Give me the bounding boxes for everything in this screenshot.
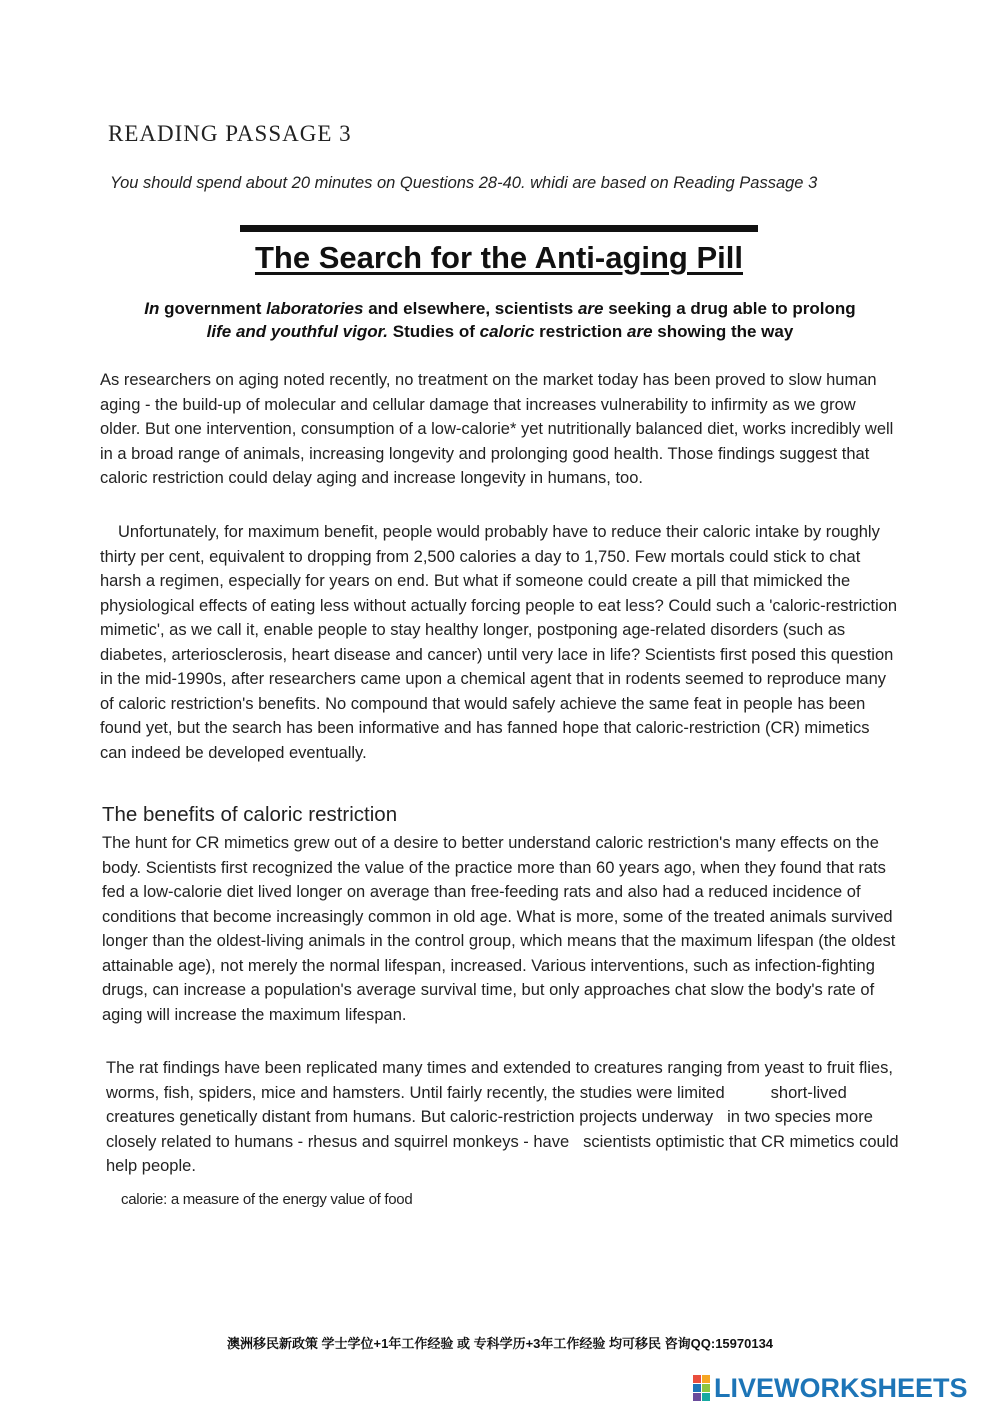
article-subtitle	[100, 297, 900, 343]
subtitle-part: restriction	[534, 322, 628, 341]
subtitle-part: and elsewhere, scientists	[363, 299, 578, 318]
footnote: calorie: a measure of the energy value of food	[121, 1191, 413, 1208]
subtitle-part: are	[577, 299, 604, 318]
subtitle-part: government	[159, 299, 267, 318]
article-title: The Search for the Anti-aging Pill	[254, 240, 743, 275]
paragraph-2	[100, 520, 900, 765]
logo-cell	[693, 1375, 701, 1383]
instruction-text: You should spend about 20 minutes on Questions 28-40. whidi are based on Reading Passage 3	[110, 174, 818, 192]
liveworksheets-brand[interactable]	[693, 1373, 968, 1403]
logo-cell	[693, 1393, 701, 1401]
subtitle-part: laboratories	[266, 299, 364, 318]
subtitle-part: In	[144, 299, 160, 318]
paragraph-4	[106, 1056, 906, 1179]
liveworksheets-logo-icon	[693, 1375, 710, 1401]
paragraph-4-part: The rat findings have been replicated many times and extended to creatures ranging from yeast to fruit flies, worms, fish, spiders, mice and hamsters. Until fairly recently, the studies were limited	[106, 1059, 893, 1102]
paragraph-4-part: scientists optimistic that CR mimetics could help people.	[106, 1132, 899, 1175]
logo-cell	[702, 1375, 710, 1383]
subtitle-part: seeking a drug able to prolong	[603, 299, 856, 318]
brand-name: LIVEWORKSHEETS	[714, 1372, 968, 1403]
subtitle-part: showing the way	[652, 322, 794, 341]
title-rule	[240, 225, 758, 232]
subtitle-part: Studies of	[388, 322, 480, 341]
subtitle-part: life and youthful vigor.	[206, 322, 389, 341]
subtitle-part: caloric	[479, 322, 535, 341]
paragraph-4-part: short-lived creatures genetically distant from humans. But caloric-restriction projects underway	[106, 1083, 847, 1126]
paragraph-3: The hunt for CR mimetics grew out of a desire to better understand caloric restriction's many effects on the body. Scientists first recognized the value of the practice more than 60 years ago, when they found that rats fed a low-calorie diet lived longer on average than free-feeding rats and also had a reduced incidence of conditions that become increasingly common in old age. What is more, some of the treated animals survived longer than the oldest-living animals in the control group, which means that the maximum lifespan (the oldest attainable age), not merely the normal lifespan, increased. Various interventions, such as infection-fighting drugs, can increase a population's average survival time, but only approaches chat slow the body's rate of aging will increase the maximum lifespan.	[102, 834, 896, 1024]
logo-cell	[702, 1393, 710, 1401]
logo-cell	[693, 1384, 701, 1392]
passage-label: READING PASSAGE 3	[108, 121, 352, 146]
paragraph-1: As researchers on aging noted recently, no treatment on the market today has been proved to slow human aging - the build-up of molecular and cellular damage that increases vulnerability to infirmity as we grow older. But one intervention, consumption of a low-calorie* yet nutritionally balanced diet, works incredibly well in a broad range of animals, increasing longevity and prolonging good health. Those findings suggest that caloric restriction could delay aging and increase longevity in humans, too.	[100, 371, 894, 487]
subtitle-part: are	[627, 322, 653, 341]
paragraph-4-part: in two species more closely related to humans - rhesus and squirrel monkeys - have	[106, 1108, 873, 1151]
section-heading: The benefits of caloric restriction	[102, 803, 398, 826]
advertisement-text: 澳洲移民新政策 学士学位+1年工作经验 或 专科学历+3年工作经验 均可移民 咨询QQ:15970134	[226, 1336, 774, 1351]
logo-cell	[702, 1384, 710, 1392]
paragraph-2-text: Unfortunately, for maximum benefit, people would probably have to reduce their caloric intake by roughly thirty per cent, equivalent to dropping from 2,500 calories a day to 1,750. Few mortals could stick to chat harsh a regimen, especially for years on end. But what if someone could create a pill that mimicked the physiological effects of eating less without actually forcing people to eat less? Could such a 'caloric-restriction mimetic', as we call it, enable people to stay healthy longer, postponing age-related disorders (such as diabetes, arteriosclerosis, heart disease and cancer) until very lace in life? Scientists first posed this question in the mid-1990s, after researchers came upon a chemical agent that in rodents seemed to reproduce many of caloric restriction's benefits. No compound that would safely achieve the same feat in people has been found yet, but the search has been informative and has fanned hope that caloric-restriction (CR) mimetics can indeed be developed eventually.	[100, 523, 898, 762]
